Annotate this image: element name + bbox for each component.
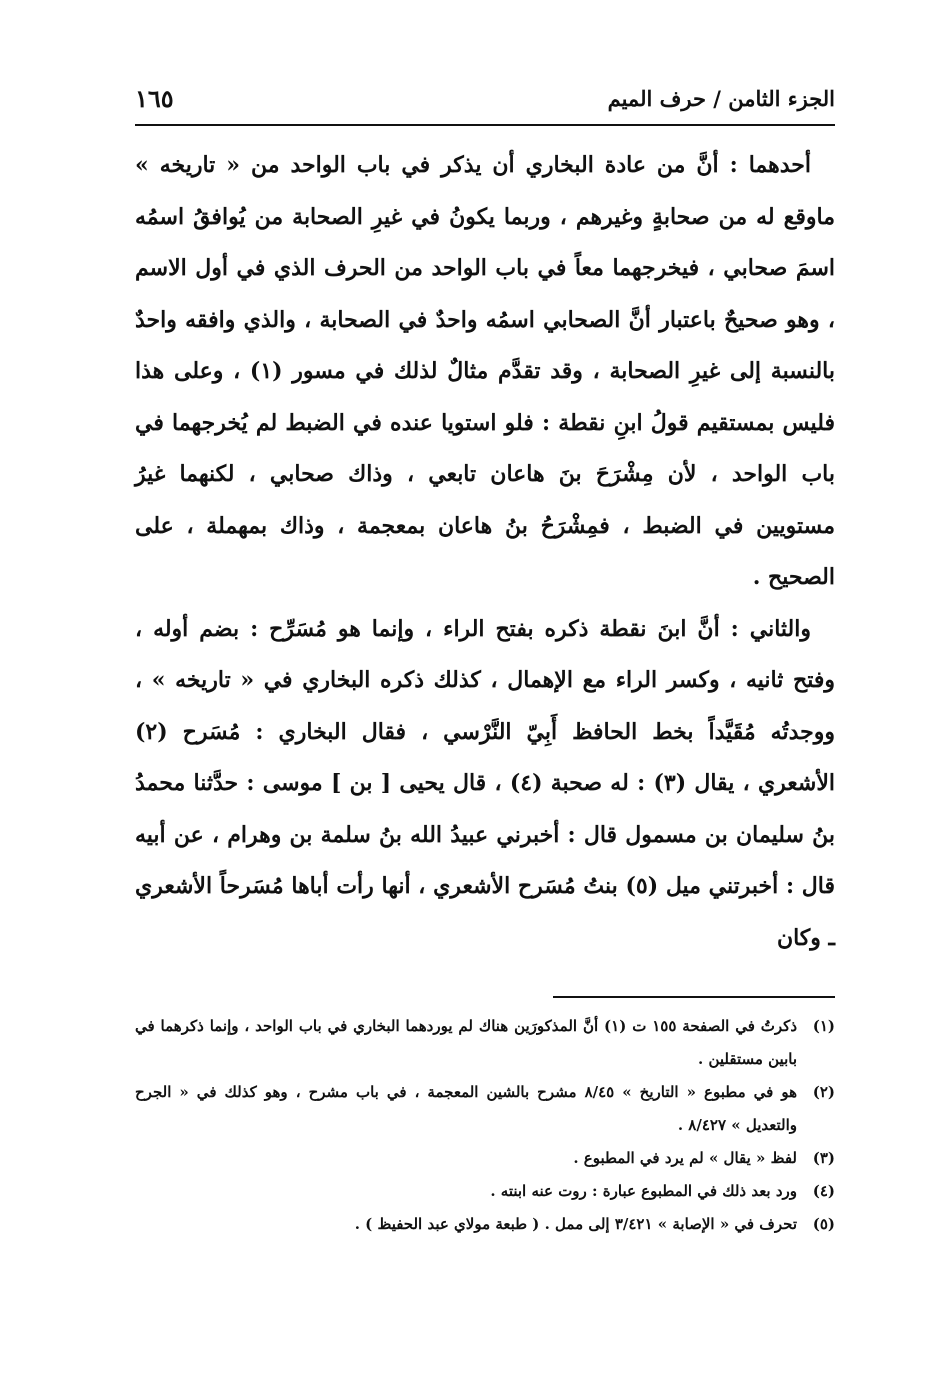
footnote-number: (٢): [812, 1083, 835, 1101]
footnotes: [135, 1010, 835, 1241]
paragraph-first: أحدهما : أنَّ من عادة البخاري أن يذكر في باب الواحد من « تاريخه » ماوقع له من صحابةٍ وغيرهم ، وربما يكونُ في غيرِ الصحابة من يُوافقُ اسمُه اسمَ صحابي ، فيخرجهما معاً في باب الواحد من الحرف الذي في أول الاسم ، وهو صحيحٌ باعتبار أنَّ الصحابي اسمُه واحدٌ في الصحابة ، والذي وافقه واحدٌ بالنسبة إلى غيرِ الصحابة ، وقد تقدَّم مثالٌ لذلك في مسور (١) ، وعلى هذا فليس بمستقيم قولُ ابنِ نقطة : فلو استويا عنده في الضبط لم يُخرجهما في باب الواحد ، لأن مِشْرَحَ بنَ هاعان تابعي ، وذاك صحابي ، لكنهما غيرُ مستويين في الضبط ، فمِشْرَحُ بنُ هاعان بمعجمة ، وذاك بمهملة ، على الصحيح .: [135, 152, 836, 590]
footnote-number: (٥): [812, 1215, 835, 1233]
footnote-separator: [553, 996, 835, 998]
footnote-number: (١): [812, 1017, 835, 1035]
footnote-3: [135, 1142, 835, 1175]
footnote-5: [135, 1208, 835, 1241]
footnote-text: لفظ « يقال » لم يرد في المطبوع .: [573, 1149, 797, 1167]
footnote-2: [135, 1076, 835, 1142]
footnote-number: (٣): [812, 1149, 835, 1167]
footnote-text: ذكرتُ في الصفحة ١٥٥ ت (١) أنَّ المذكورَين هناك لم يوردهما البخاري في باب الواحد ، وإنما ذكرهما في بابين مستقلين .: [135, 1017, 797, 1068]
main-text: [135, 140, 835, 964]
running-title: الجزء الثامن / حرف الميم: [607, 86, 835, 111]
footnote-4: [135, 1175, 835, 1208]
footnote-text: تحرف في « الإصابة » ٣/٤٢١ إلى ممل . ( طبعة مولاي عبد الحفيظ ) .: [354, 1215, 797, 1233]
footnote-1: [135, 1010, 835, 1076]
paragraph-second: والثاني : أنَّ ابنَ نقطة ذكره بفتح الراء ، وإنما هو مُسَرِّح : بضم أوله ، وفتح ثانيه ، وكسر الراء مع الإهمال ، كذلك ذكره البخاري في « تاريخه » ، ووجدتُه مُقَيَّداً بخط الحافظ أَبِيّ النَّرْسي ، فقال البخاري : مُسَرح (٢) الأشعري ، يقال (٣) : له صحبة (٤) ، قال يحيى [ بن ] موسى : حدَّثنا محمدُ بنُ سليمان بن مسمول قال : أخبرني عبيدُ الله بنُ سلمة بن وهرام ، عن أبيه قال : أخبرتني ميل (٥) بنتُ مُسَرح الأشعري ، أنها رأت أباها مُسَرحاً الأشعري ـ وكان: [135, 615, 836, 951]
page-number: ١٦٥: [135, 84, 174, 113]
footnote-text: هو في مطبوع « التاريخ » ٨/٤٥ مشرح بالشين المعجمة ، في باب مشرح ، وهو كذلك في « الجرح والتعديل » ٨/٤٢٧ .: [135, 1083, 797, 1134]
page-header: [135, 80, 835, 126]
footnote-text: ورد بعد ذلك في المطبوع عبارة : روت عنه ابنته .: [490, 1182, 797, 1200]
footnote-number: (٤): [812, 1182, 835, 1200]
